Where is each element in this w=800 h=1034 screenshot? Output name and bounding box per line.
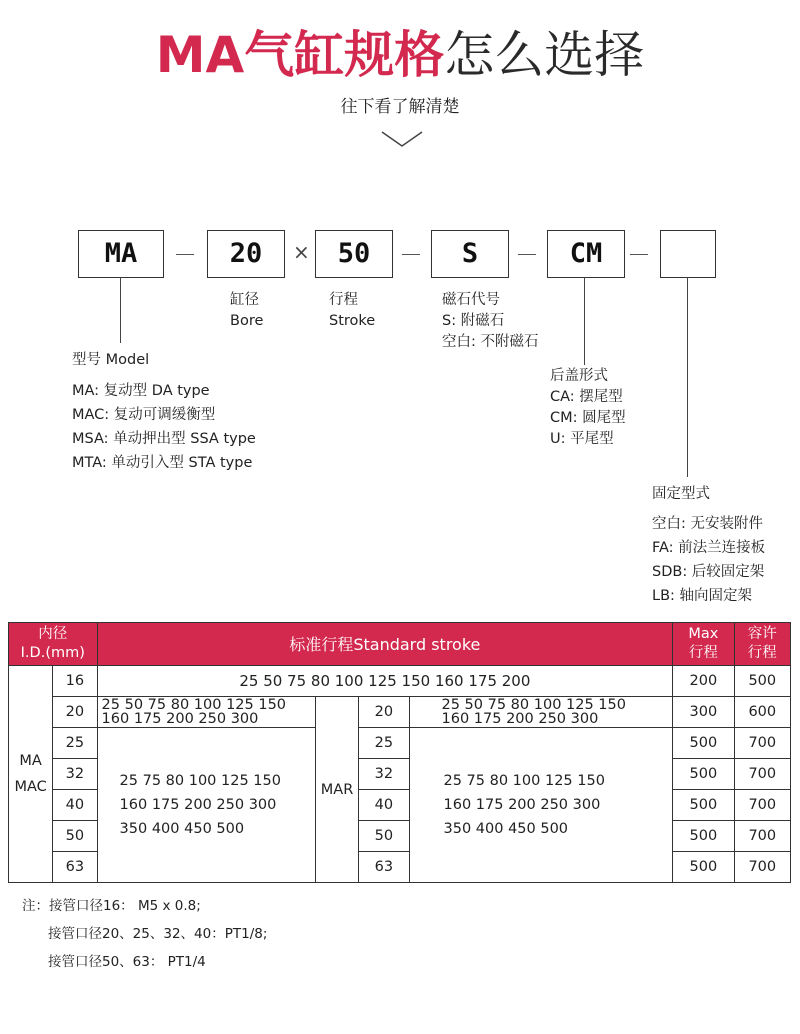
max-cell: 500: [673, 728, 734, 759]
mount-label: 固定型式 空白: 无安装附件 FA: 前法兰连接板 SDB: 后较固定架 LB: 轴向固定架: [652, 486, 766, 604]
table-row: [9, 728, 791, 759]
tol-cell: 700: [734, 852, 790, 883]
stroke-cell: 25 75 80 100 125 150 160 175 200 250 300 350 400 450 500: [97, 728, 315, 883]
code-box-stroke: 50: [315, 230, 393, 278]
connector-line: [584, 277, 585, 365]
max-cell: 500: [673, 759, 734, 790]
bore-cell: 20: [359, 697, 409, 728]
title-highlight: MA气缸规格: [155, 26, 445, 84]
max-cell: 300: [673, 697, 734, 728]
bore-cell: 25: [359, 728, 409, 759]
stroke-cell: 25 50 75 80 100 125 150 160 175 200 250 300: [409, 697, 673, 728]
bore-cell: 32: [359, 759, 409, 790]
stroke-cell: 25 50 75 80 100 125 150 160 175 200: [97, 666, 673, 697]
group-ma: MA MAC: [9, 666, 53, 883]
dash: [518, 254, 536, 255]
times-sign: ×: [293, 240, 310, 264]
header-allow-stroke: 容许 行程: [734, 623, 790, 666]
dash: [176, 254, 194, 255]
tol-cell: 700: [734, 759, 790, 790]
stroke-label: 行程 Stroke: [329, 292, 376, 329]
bore-cell: 32: [53, 759, 97, 790]
max-cell: 200: [673, 666, 734, 697]
tol-cell: 600: [734, 697, 790, 728]
connector-line: [120, 277, 121, 343]
header-standard-stroke: 标准行程Standard stroke: [97, 623, 673, 666]
group-mar: MAR: [315, 697, 358, 883]
bore-cell: 16: [53, 666, 97, 697]
magnet-label: 磁石代号 S: 附磁石 空白: 不附磁石: [442, 292, 539, 350]
header-id: 内径 I.D.(mm): [9, 623, 98, 666]
stroke-cell: 25 50 75 80 100 125 150 160 175 200 250 300: [97, 697, 315, 728]
max-cell: 500: [673, 852, 734, 883]
notes: [22, 896, 267, 980]
dash: [630, 254, 648, 255]
table-row: [9, 666, 791, 697]
max-cell: 500: [673, 821, 734, 852]
stroke-spec-table: [8, 622, 791, 883]
tol-cell: 700: [734, 790, 790, 821]
bore-cell: 40: [53, 790, 97, 821]
note-line: 接管口径50、63： PT1/4: [48, 954, 206, 970]
code-box-mount: [660, 230, 716, 278]
tol-cell: 500: [734, 666, 790, 697]
tol-cell: 700: [734, 728, 790, 759]
bore-cell: 50: [53, 821, 97, 852]
cover-label: 后盖形式 CA: 摆尾型 CM: 圆尾型 U: 平尾型: [550, 368, 626, 447]
bore-label: 缸径 Bore: [230, 292, 264, 329]
chevron-down-icon: [380, 128, 424, 152]
bore-cell: 20: [53, 697, 97, 728]
subtitle: 往下看了解清楚: [340, 97, 460, 117]
code-box-magnet: S: [431, 230, 509, 278]
table-header-row: [9, 623, 791, 666]
header-max-stroke: Max 行程: [673, 623, 734, 666]
tol-cell: 700: [734, 821, 790, 852]
bore-cell: 25: [53, 728, 97, 759]
bore-cell: 63: [359, 852, 409, 883]
code-box-cover: CM: [547, 230, 625, 278]
table-row: [9, 697, 791, 728]
max-cell: 500: [673, 790, 734, 821]
bore-cell: 63: [53, 852, 97, 883]
bore-cell: 50: [359, 821, 409, 852]
code-box-model: MA: [78, 230, 164, 278]
page-title: [0, 20, 800, 90]
title-rest: 怎么选择: [444, 26, 645, 84]
note-line: 注：接管口径16： M5 x 0.8;: [22, 898, 201, 914]
note-line: 接管口径20、25、32、40：PT1/8;: [48, 926, 268, 942]
dash: [402, 254, 420, 255]
connector-line: [687, 277, 688, 477]
bore-cell: 40: [359, 790, 409, 821]
model-label: 型号 Model MA: 复动型 DA type MAC: 复动可调缓衡型 MSA: 单动押出型 SSA type MTA: 单动引入型 STA type: [72, 352, 256, 471]
stroke-cell: 25 75 80 100 125 150 160 175 200 250 300 350 400 450 500: [409, 728, 673, 883]
code-box-bore: 20: [207, 230, 285, 278]
